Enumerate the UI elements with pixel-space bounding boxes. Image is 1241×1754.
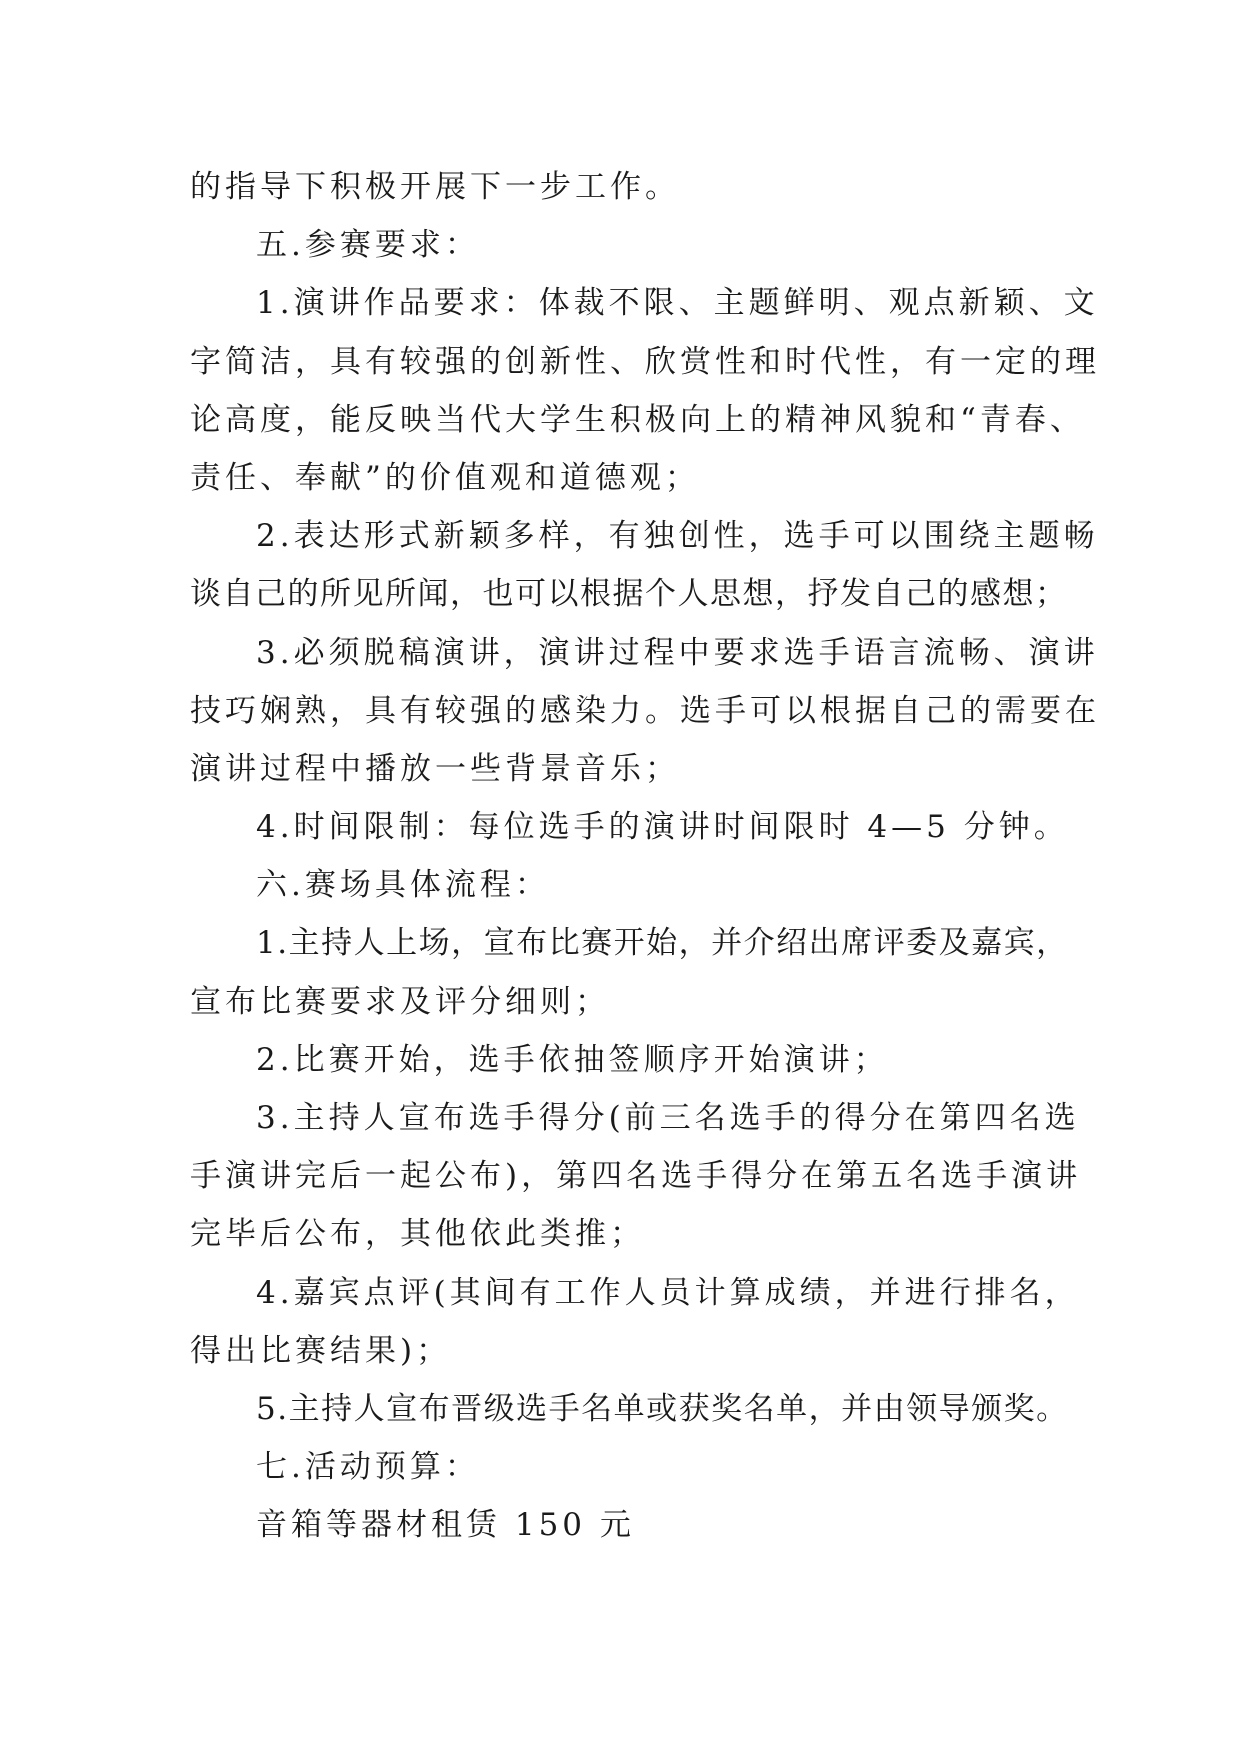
text-line: 5.主持人宣布晋级选手名单或获奖名单，并由领导颁奖。 — [256, 1390, 1069, 1427]
text-line: 宣布比赛要求及评分细则； — [190, 983, 610, 1020]
text-line: 得出比赛结果)； — [190, 1332, 452, 1369]
text-line: 技巧娴熟，具有较强的感染力。选手可以根据自己的需要在 — [190, 692, 1100, 729]
text-line: 1.主持人上场，宣布比赛开始，并介绍出席评委及嘉宾， — [256, 925, 1069, 962]
text-line: 音箱等器材租赁 150 元 — [256, 1507, 635, 1544]
text-line: 七.活动预算： — [256, 1449, 480, 1486]
text-line: 责任、奉献”的价值观和道德观； — [190, 459, 700, 496]
text-line: 4.时间限制：每位选手的演讲时间限时 4—5 分钟。 — [256, 809, 1069, 846]
text-line: 1.演讲作品要求：体裁不限、主题鲜明、观点新颖、文 — [256, 285, 1099, 322]
text-line: 3.主持人宣布选手得分(前三名选手的得分在第四名选 — [256, 1100, 1080, 1136]
text-line: 完毕后公布，其他依此类推； — [190, 1216, 645, 1253]
text-line: 2.表达形式新颖多样，有独创性，选手可以围绕主题畅 — [256, 518, 1099, 555]
text-line: 4.嘉宾点评(其间有工作人员计算成绩，并进行排名， — [256, 1274, 1080, 1311]
text-line: 演讲过程中播放一些背景音乐； — [190, 750, 680, 787]
text-line: 的指导下积极开展下一步工作。 — [190, 169, 680, 205]
text-line: 2.比赛开始，选手依抽签顺序开始演讲； — [256, 1041, 889, 1078]
text-line: 手演讲完后一起公布)，第四名选手得分在第五名选手演讲 — [190, 1158, 1082, 1195]
text-line: 论高度，能反映当代大学生积极向上的精神风貌和“青春、 — [190, 401, 1085, 438]
text-line: 3.必须脱稿演讲，演讲过程中要求选手语言流畅、演讲 — [256, 634, 1099, 671]
document-body — [190, 158, 1100, 1555]
text-line: 谈自己的所见所闻，也可以根据个人思想，抒发自己的感想； — [190, 576, 1068, 613]
text-line: 五.参赛要求： — [256, 227, 480, 264]
text-line: 六.赛场具体流程： — [256, 867, 550, 904]
text-line: 字简洁，具有较强的创新性、欣赏性和时代性，有一定的理 — [190, 343, 1100, 380]
